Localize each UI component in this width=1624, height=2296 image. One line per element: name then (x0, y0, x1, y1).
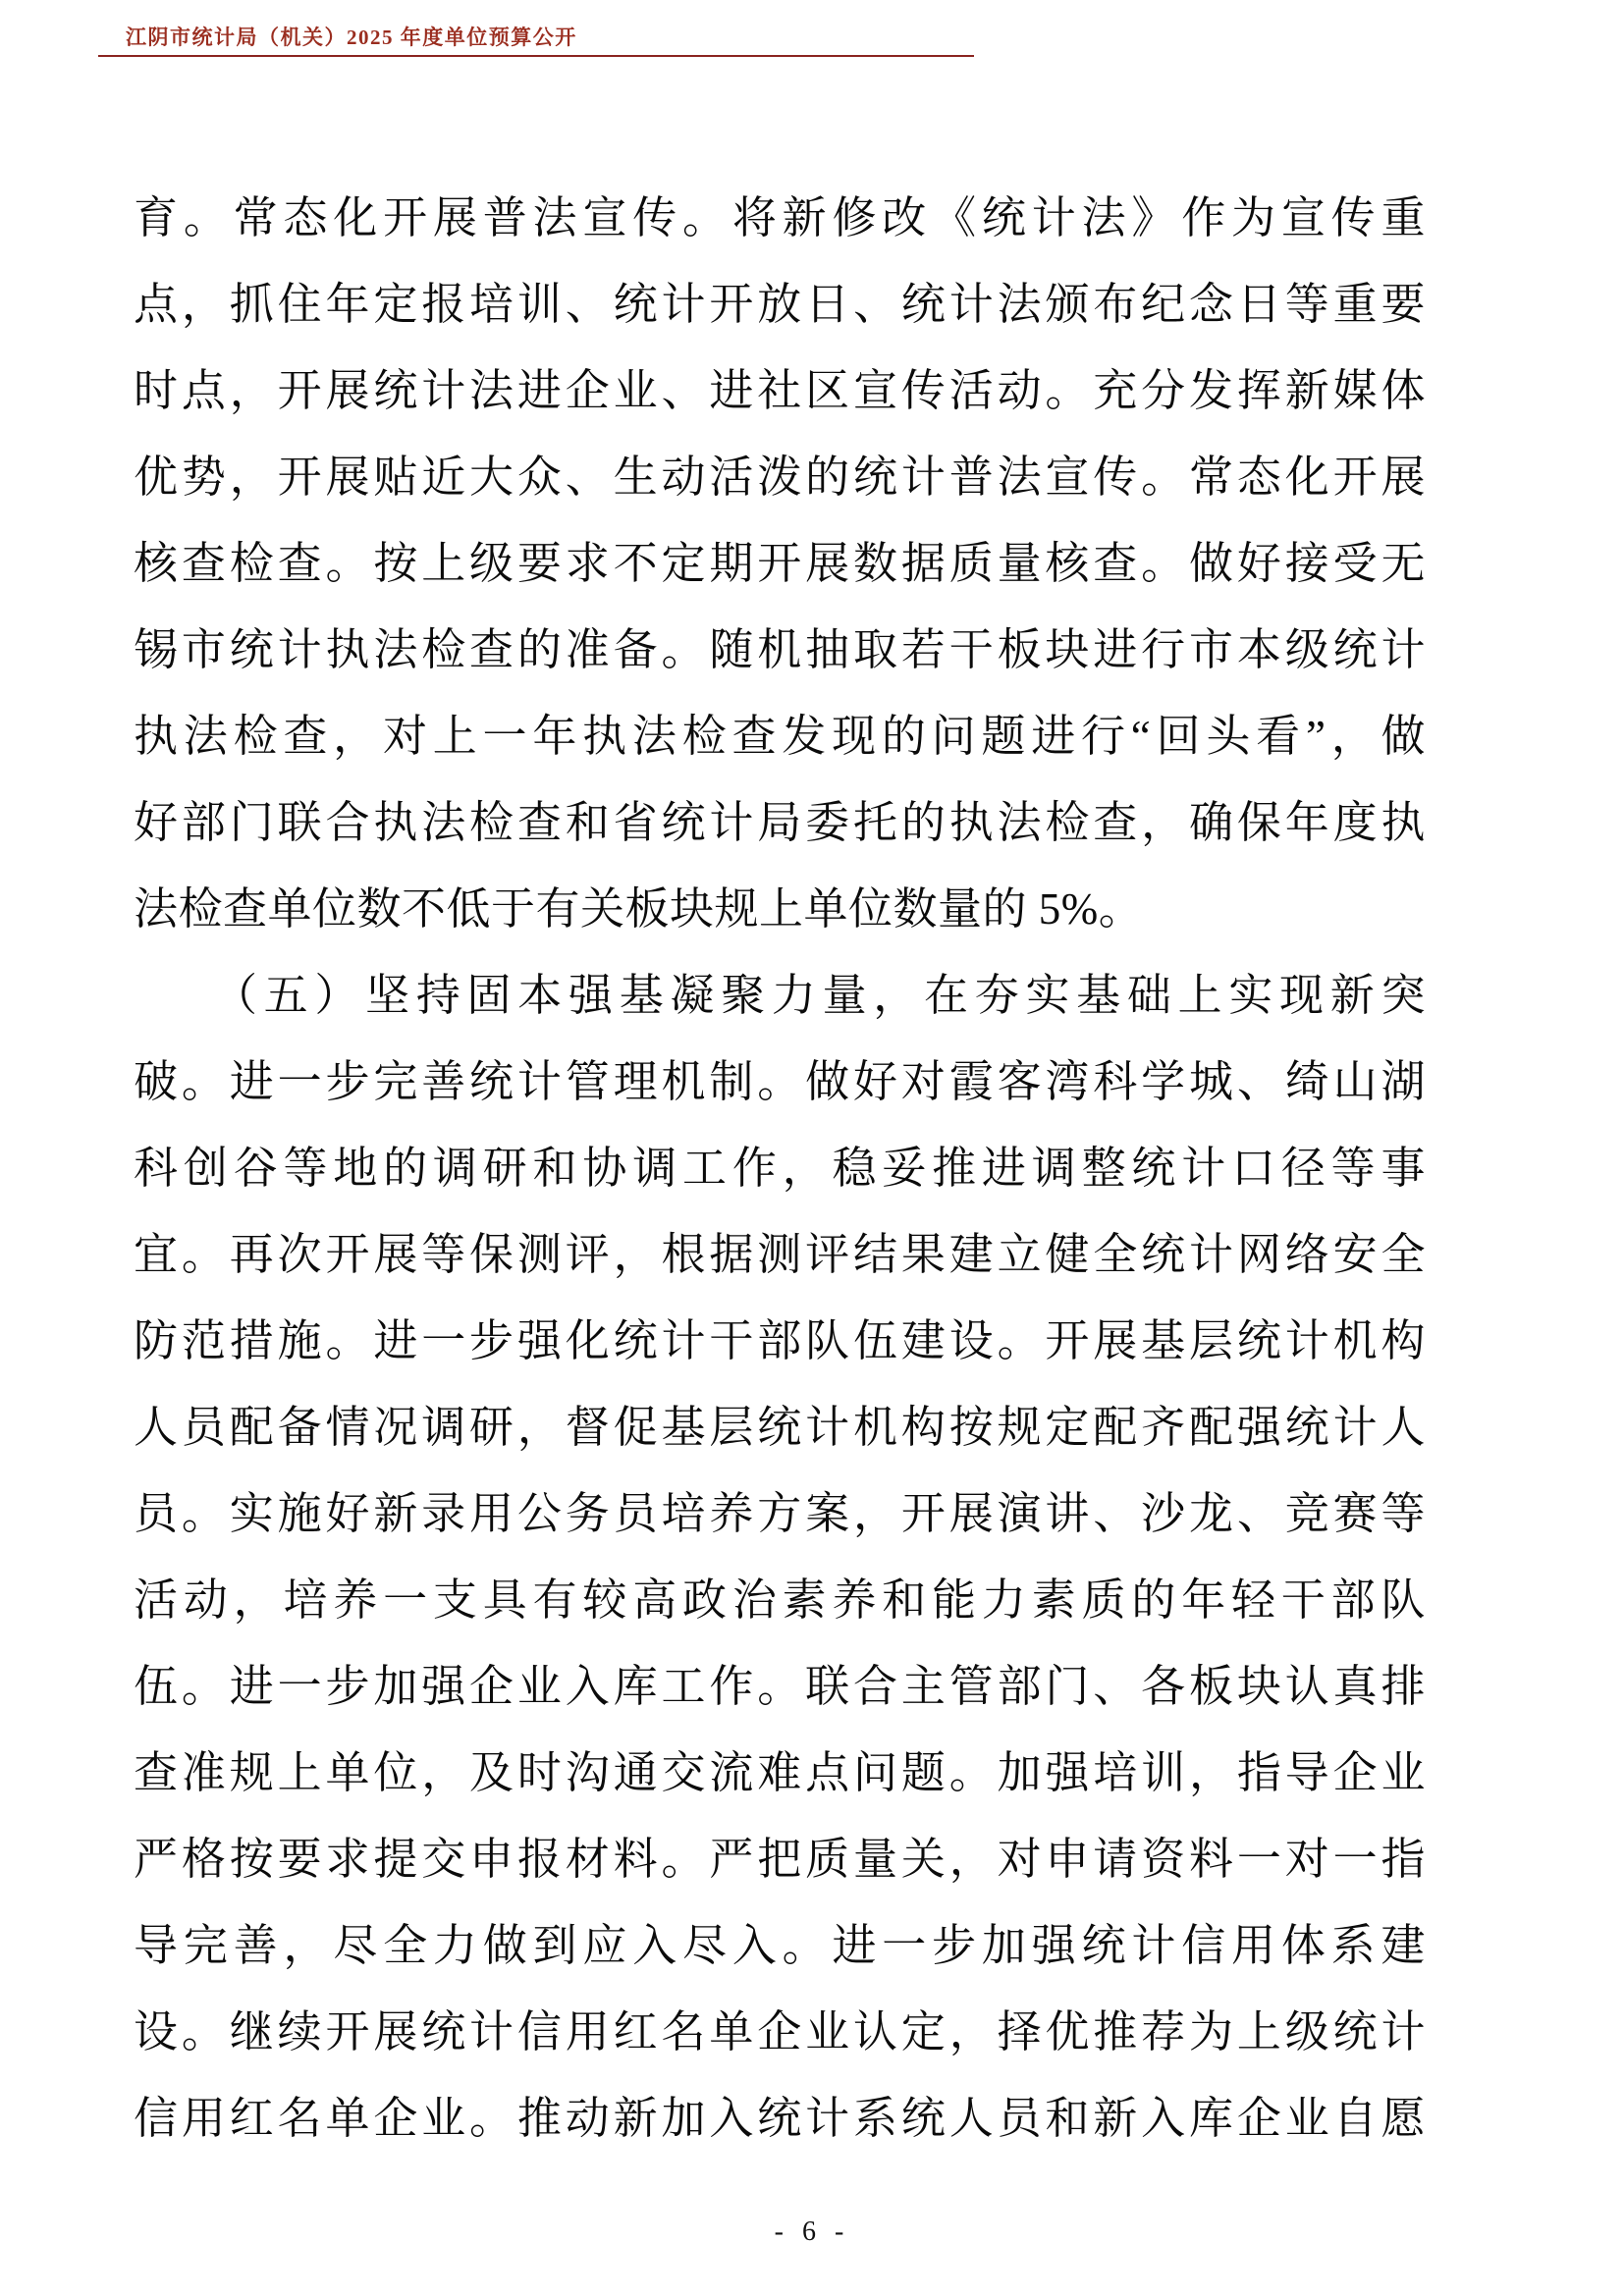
body-text-line: 时点，开展统计法进企业、进社区宣传活动。充分发挥新媒体 (134, 366, 1426, 415)
body-text-line: 宜。再次开展等保测评，根据测评结果建立健全统计网络安全 (134, 1230, 1426, 1279)
body-text-line: 活动，培养一支具有较高政治素养和能力素质的年轻干部队 (134, 1575, 1426, 1625)
page-number: - 6 - (774, 2216, 850, 2247)
body-text-line: 信用红名单企业。推动新加入统计系统人员和新入库企业自愿 (134, 2094, 1426, 2143)
body-text-line: 导完善，尽全力做到应入尽入。进一步加强统计信用体系建 (134, 1921, 1426, 1970)
body-text-line: 查准规上单位，及时沟通交流难点问题。加强培训，指导企业 (134, 1748, 1426, 1797)
body-text-line: 好部门联合执法检查和省统计局委托的执法检查，确保年度执 (134, 798, 1426, 847)
body-text-line: 设。继续开展统计信用红名单企业认定，择优推荐为上级统计 (134, 2007, 1426, 2056)
body-text-line-paragraph-start: （五）坚持固本强基凝聚力量，在夯实基础上实现新突 (134, 971, 1426, 1020)
body-text-line: 执法检查，对上一年执法检查发现的问题进行“回头看”，做 (134, 712, 1426, 761)
body-text-line: 育。常态化开展普法宣传。将新修改《统计法》作为宣传重 (134, 193, 1426, 242)
body-text-line: 防范措施。进一步强化统计干部队伍建设。开展基层统计机构 (134, 1316, 1426, 1365)
body-text-line: 科创谷等地的调研和协调工作，稳妥推进调整统计口径等事 (134, 1144, 1426, 1193)
body-text-line: 优势，开展贴近大众、生动活泼的统计普法宣传。常态化开展 (134, 453, 1426, 502)
body-text-line: 人员配备情况调研，督促基层统计机构按规定配齐配强统计人 (134, 1403, 1426, 1452)
body-text-line: 伍。进一步加强企业入库工作。联合主管部门、各板块认真排 (134, 1662, 1426, 1711)
body-text-line: 破。进一步完善统计管理机制。做好对霞客湾科学城、绮山湖 (134, 1057, 1426, 1106)
body-text-column (134, 175, 1426, 2162)
body-text-line: 严格按要求提交申报材料。严把质量关，对申请资料一对一指 (134, 1835, 1426, 1884)
header-divider-rule (98, 55, 974, 57)
body-text-line: 点，抓住年定报培训、统计开放日、统计法颁布纪念日等重要 (134, 280, 1426, 329)
body-text-line: 锡市统计执法检查的准备。随机抽取若干板块进行市本级统计 (134, 625, 1426, 674)
body-text-line: 员。实施好新录用公务员培养方案，开展演讲、沙龙、竞赛等 (134, 1489, 1426, 1538)
document-header-title: 江阴市统计局（机关）2025 年度单位预算公开 (126, 26, 577, 49)
body-text-line: 核查检查。按上级要求不定期开展数据质量核查。做好接受无 (134, 539, 1426, 588)
body-text-line: 法检查单位数不低于有关板块规上单位数量的 5%。 (134, 884, 1144, 934)
